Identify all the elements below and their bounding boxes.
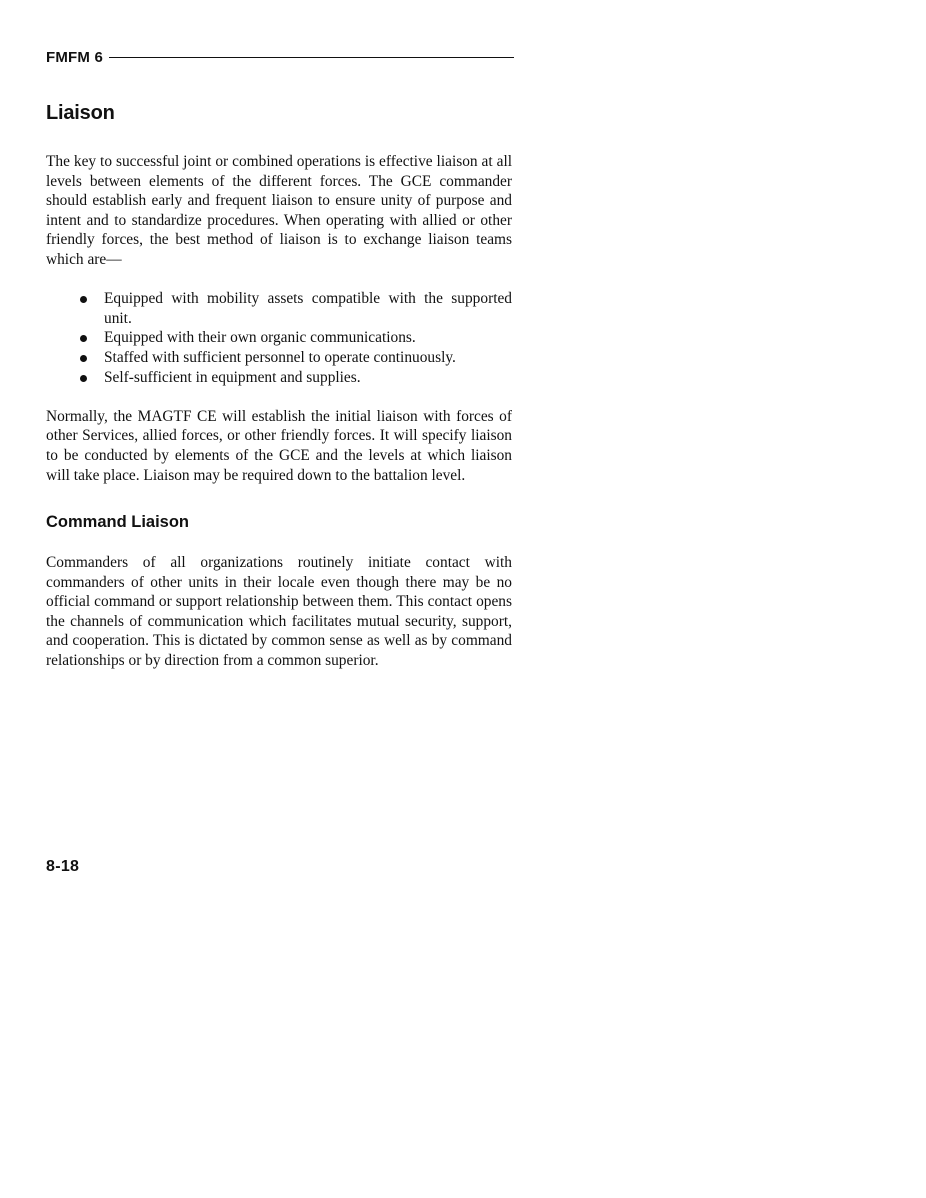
header-rule — [109, 57, 514, 58]
bullet-icon — [80, 335, 87, 342]
list-item — [78, 328, 512, 348]
list-item — [78, 368, 512, 388]
list-item-text: Self-sufficient in equipment and supplies. — [104, 368, 361, 386]
list-item-text: Staffed with sufficient personnel to operate continuously. — [104, 348, 456, 366]
command-liaison-paragraph: Commanders of all organizations routinely initiate contact with commanders of other units in their locale even though there may be no official command or support relationship between them. This contact opens the channels of communication which facilitates mutual security, support, and cooperation. This is dictated by common sense as well as by command relationships or by direction from a common superior. — [46, 554, 512, 670]
liaison-team-requirements-list — [46, 289, 512, 387]
bullet-icon — [80, 296, 87, 303]
list-item — [78, 348, 512, 368]
intro-paragraph: The key to successful joint or combined operations is effective liaison at all levels between elements of the different forces. The GCE commander should establish early and frequent liaison to ensure unity of purpose and intent and to standardize procedures. When operating with allied or other friendly forces, the best method of liaison is to exchange liaison teams which are— — [46, 153, 512, 268]
page-content — [46, 100, 512, 690]
page-number: 8-18 — [46, 858, 80, 875]
running-header — [46, 47, 514, 67]
list-item — [78, 289, 512, 328]
section-title: Liaison — [46, 102, 115, 124]
list-item-text: Equipped with their own organic communications. — [104, 329, 416, 347]
subsection-title: Command Liaison — [46, 513, 190, 532]
closing-paragraph: Normally, the MAGTF CE will establish the initial liaison with forces of other Services, allied forces, or other friendly forces. It will specify liaison to be conducted by elements of the GCE and the levels at which liaison will take place. Liaison may be required down to the battalion level. — [46, 407, 512, 484]
bullet-icon — [80, 355, 87, 362]
manual-designation: FMFM 6 — [46, 48, 104, 66]
bullet-icon — [80, 375, 87, 382]
list-item-text: Equipped with mobility assets compatible with the supported unit. — [104, 290, 512, 327]
